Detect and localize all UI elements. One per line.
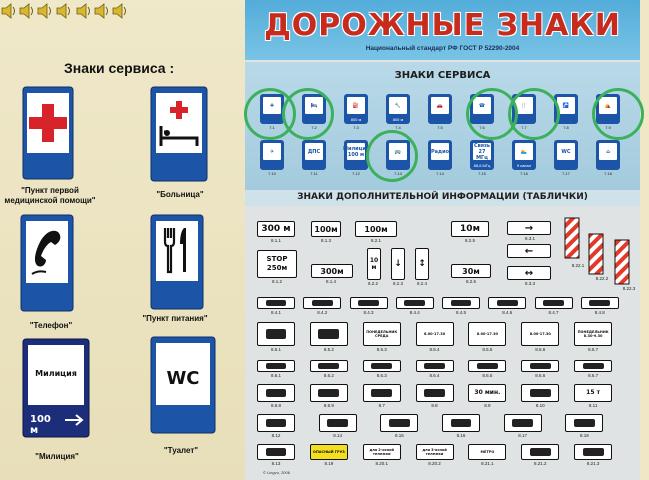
service-sign[interactable] [428,94,452,124]
info-plate[interactable]: ПОНЕДЕЛЬНИК СРЕДА [363,322,401,346]
info-plate[interactable]: ОПАСНЫЙ ГРУЗ [310,444,348,460]
info-plate[interactable] [396,297,434,309]
speaker-icon[interactable] [0,2,18,20]
service-title: ЗНАКИ СЕРВИСА [394,70,491,81]
plate-code: 8.4.2 [317,310,328,315]
plate-code: 8.22.1 [571,263,585,268]
plate-code: 8.18 [579,433,589,438]
service-sign[interactable] [344,140,368,170]
plate-code: 8.4.8 [594,310,605,315]
plate-code: 8.2.3 [392,281,403,286]
plate-code: 8.5.6 [535,347,546,352]
service-sign-label: Радио [431,143,449,160]
vehicle-icon [327,419,348,427]
plate-code: 8.20.2 [428,461,441,466]
plate-8-3-1[interactable]: → [507,221,551,235]
service-sign-code: 7.14 [436,171,444,176]
vehicle-icon [512,419,533,427]
highlight-ring [592,88,644,140]
plate-code: 8.3.1 [524,236,535,241]
service-sign-label: 🚗 [431,97,449,114]
plate-8-2-6[interactable]: 30м [451,264,491,278]
service-sign-label: ✚ [263,97,281,114]
info-plate[interactable]: для 3-осной тележки [416,444,454,460]
info-plate[interactable] [581,297,619,309]
plate-code: 8.2.2 [367,281,378,286]
left-panel [0,0,245,480]
plate-8-1-2[interactable]: STOP 250м [257,250,297,278]
plate-code: 8.6.5 [482,373,493,378]
vehicle-icon [530,448,551,455]
plate-code: 8.14 [333,433,343,438]
speaker-icon[interactable] [75,2,93,20]
service-sign-label: 🛏 [305,97,323,114]
info-plate[interactable] [442,414,480,432]
plate-code: 8.6.8 [270,403,281,408]
vehicle-icon [583,448,604,455]
service-sign-code: 7.12 [352,171,360,176]
plate-8-3-2[interactable]: ← [507,244,551,258]
plate-code: 8.2.6 [465,279,476,284]
info-plate[interactable]: ПОНЕДЕЛЬНИК 8.30-9.30 [574,322,612,346]
plate-code: 8.13 [271,461,281,466]
vehicle-icon [477,363,498,368]
plate-code: 8.4.3 [363,310,374,315]
plate-code: 8.6.3 [376,373,387,378]
vehicle-icon [389,419,410,427]
plate-8-2-4[interactable]: ↕ [415,248,429,280]
plate-code: 8.1.1 [270,238,281,243]
plate-8-1-4[interactable]: 300м [311,264,353,278]
info-plate[interactable] [257,297,295,309]
service-sign-label: 🚰 [557,97,575,114]
speaker-icon[interactable] [93,2,111,20]
service-sign-code: 7.13 [394,171,402,176]
vehicle-icon [312,300,333,305]
info-plate[interactable] [535,297,573,309]
phone-sign[interactable] [20,214,74,312]
info-plate[interactable] [310,360,348,372]
info-plate[interactable]: 8.00-17.30 [521,322,559,346]
info-plate[interactable] [363,360,401,372]
plate-code: 8.10 [535,403,545,408]
service-sign[interactable] [596,140,620,170]
vehicle-icon [318,389,339,397]
info-plate[interactable] [574,444,612,460]
plate-code: 8.21.3 [586,461,600,466]
vehicle-icon [266,448,287,455]
vehicle-icon [404,300,425,305]
vehicle-icon [424,363,445,368]
plate-code: 8.6.4 [429,373,440,378]
service-sign-label: Милиция 100 м [347,143,365,160]
info-plate[interactable]: МЕТРО [468,444,506,460]
service-sign-label: ⛺ [599,97,617,114]
service-sign-code: 7.5 [437,125,443,130]
info-plate[interactable] [521,360,559,372]
plate-code: 8.21.2 [534,461,547,466]
info-plate[interactable] [257,444,295,460]
info-plate[interactable] [442,297,480,309]
plate-code: 8.12 [271,433,281,438]
vehicle-icon [543,300,564,305]
info-plate[interactable] [380,414,418,432]
police-sign-distance: 100 м [30,414,51,436]
vehicle-icon [574,419,595,427]
police-caption: "Милиция" [35,452,79,461]
info-plate[interactable] [257,414,295,432]
speaker-icon[interactable] [36,2,54,20]
vehicle-icon [497,300,518,305]
vehicle-icon [358,300,379,305]
toilet-caption: "Туалет" [163,446,199,455]
service-sign-label: 🔧 [389,97,407,114]
info-plate[interactable] [521,384,559,402]
plate-code: 8.4.6 [502,310,513,315]
plate-code: 8.2.1 [370,238,381,243]
info-plate[interactable] [488,297,526,309]
service-sign-label: 🏊 [515,143,533,160]
plate-code: 8.3.3 [524,281,535,286]
speaker-icon[interactable] [55,2,73,20]
plate-code: 8.5.2 [323,347,334,352]
vehicle-icon [451,419,472,427]
plate-8-2-5[interactable]: 10м [451,221,489,237]
service-sign-label: ☎ [473,97,491,114]
service-sign-code: 7.17 [562,171,570,176]
plate-code: 8.9 [484,403,491,408]
plate-code: 8.6.2 [323,373,334,378]
vehicle-icon [530,363,551,368]
vehicle-icon [266,389,287,397]
service-sign-code: 7.10 [268,171,276,176]
vehicle-icon [266,363,287,368]
service-sign-extra: 9 канал [516,163,532,168]
info-plate[interactable] [363,384,401,402]
plate-code: 8.1.3 [320,238,331,243]
info-plate[interactable] [521,444,559,460]
plate-code: 8.17 [518,433,528,438]
info-title: ЗНАКИ ДОПОЛНИТЕЛЬНОЙ ИНФОРМАЦИИ (ТАБЛИЧКИ) [297,192,588,202]
info-plate[interactable] [257,360,295,372]
vehicle-icon [266,300,287,305]
vehicle-icon [266,329,287,340]
info-plate[interactable] [257,384,295,402]
service-sign[interactable] [302,140,326,170]
plate-code: 8.5.5 [482,347,493,352]
plate-code: 8.4.5 [455,310,466,315]
info-plate[interactable] [310,322,348,346]
info-plate[interactable] [565,414,603,432]
service-sign-label: ДПС [305,143,323,160]
info-plate[interactable] [574,360,612,372]
plate-code: 8.16 [456,433,466,438]
info-plate[interactable]: 8.00-17.30 [468,322,506,346]
info-plate[interactable] [504,414,542,432]
info-plate[interactable]: для 2-осной тележки [363,444,401,460]
service-sign-label: WC [557,143,575,160]
info-plate[interactable] [310,384,348,402]
plate-code: 8.5.3 [376,347,387,352]
service-sign-code: 7.11 [310,171,318,176]
plate-code: 8.6.6 [535,373,546,378]
service-sign-label: ⌂ [599,143,617,160]
plate-code: 8.11 [588,403,598,408]
info-plate[interactable]: 8.00-17.30 [416,322,454,346]
vehicle-icon [530,389,551,397]
info-plate[interactable]: 30 мин. [468,384,506,402]
vehicle-icon [583,363,604,368]
plate-code: 8.6.9 [323,403,334,408]
service-sign-code: 7.8 [563,125,569,130]
plate-code: 8.6.1 [270,373,281,378]
plate-8-3-3[interactable]: ↔ [507,266,551,280]
plate-code: 8.22.3 [622,286,636,291]
plate-8-1-3[interactable]: 100м [311,221,341,237]
plate-code: 8.22.2 [595,276,609,281]
info-plate[interactable] [303,297,341,309]
vehicle-icon [371,389,392,397]
section-title: Знаки сервиса : [64,60,175,76]
service-sign-code: 7.4 [395,125,401,130]
info-plate[interactable] [257,322,295,346]
food-sign[interactable] [150,214,204,310]
info-plate[interactable] [468,360,506,372]
plate-code: 8.4.1 [270,310,281,315]
plate-code: 8.1.2 [271,279,282,284]
plate-code: 8.6.7 [588,373,599,378]
service-sign-code: 7.3 [353,125,359,130]
plate-code: 8.5.1 [270,347,281,352]
service-sign-extra: 800 м [350,117,362,122]
info-plate[interactable] [350,297,388,309]
service-sign-code: 7.2 [311,125,317,130]
speaker-icon[interactable] [18,2,36,20]
food-caption: "Пункт питания" [142,314,208,323]
poster-header [245,0,640,60]
service-sign-label: ✈ [263,143,281,160]
plate-code: 8.4.4 [409,310,420,315]
arrow-right-icon [64,414,86,426]
plate-code: 8.4.7 [548,310,559,315]
plate-code: 8.8 [431,403,438,408]
toilet-sign-text: WC [166,368,200,389]
service-sign-code: 7.9 [605,125,611,130]
plate-code: 8.5.4 [429,347,440,352]
plate-code: 8.19 [324,461,334,466]
service-sign-code: 7.1 [269,125,275,130]
hospital-caption: "Больница" [156,190,204,199]
service-sign-code: 7.15 [478,171,486,176]
first-aid-caption: "Пункт первой медицинской помощи" [4,186,96,205]
poster-footer: © Lingvo, 2006 [263,470,290,475]
service-sign-extra: 800 м [392,117,404,122]
plate-code: 8.20.1 [375,461,388,466]
service-sign-code: 7.18 [604,171,612,176]
road-signs-poster [245,0,640,480]
plate-code: 8.5.7 [588,347,599,352]
plate-8-2-1[interactable]: 100м [355,221,397,237]
poster-title: ДОРОЖНЫЕ ЗНАКИ [264,8,621,43]
info-plate[interactable]: 15 т [574,384,612,402]
vehicle-icon [318,329,339,340]
vehicle-icon [589,300,610,305]
poster-subtitle: Национальный стандарт РФ ГОСТ Р 52290-2004 [365,45,520,52]
service-sign-label: 🚌 [389,143,407,160]
vehicle-icon [424,389,445,397]
service-sign-code: 7.7 [521,125,527,130]
vehicle-icon [371,363,392,368]
plate-8-1-1[interactable]: 300 м [257,221,295,237]
service-sign-code: 7.6 [479,125,485,130]
info-plate[interactable] [319,414,357,432]
service-sign-label: ⛽ [347,97,365,114]
info-plate[interactable] [416,384,454,402]
vehicle-icon [266,419,287,427]
info-plate[interactable] [416,360,454,372]
service-sign-label: Связь 27 МГц [473,142,491,161]
plate-code: 8.1.4 [325,279,336,284]
service-sign[interactable] [428,140,452,170]
highlight-ring [508,88,560,140]
service-sign[interactable] [554,140,578,170]
plate-code: 8.21.1 [481,461,494,466]
plate-code: 8.15 [394,433,404,438]
police-sign-text: Милиция [35,369,77,378]
plate-code: 8.2.4 [416,281,427,286]
plate-8-2-3[interactable]: ↓ [391,248,405,280]
phone-caption: "Телефон" [29,321,73,330]
service-sign[interactable] [260,140,284,170]
first-aid-sign[interactable] [22,86,74,180]
highlight-ring [366,130,418,182]
plate-8-2-2[interactable]: 10 м [367,248,381,280]
plate-code: 8.7 [378,403,385,408]
hospital-sign[interactable] [150,86,208,182]
highlight-ring [282,88,334,140]
vehicle-icon [318,363,339,368]
speaker-icon[interactable] [111,2,129,20]
service-sign-label: 🍴 [515,97,533,114]
vehicle-icon [451,300,472,305]
service-sign-code: 7.16 [520,171,528,176]
plate-code: 8.2.5 [464,238,475,243]
service-sign-extra: 88,6 МГц [473,163,491,168]
